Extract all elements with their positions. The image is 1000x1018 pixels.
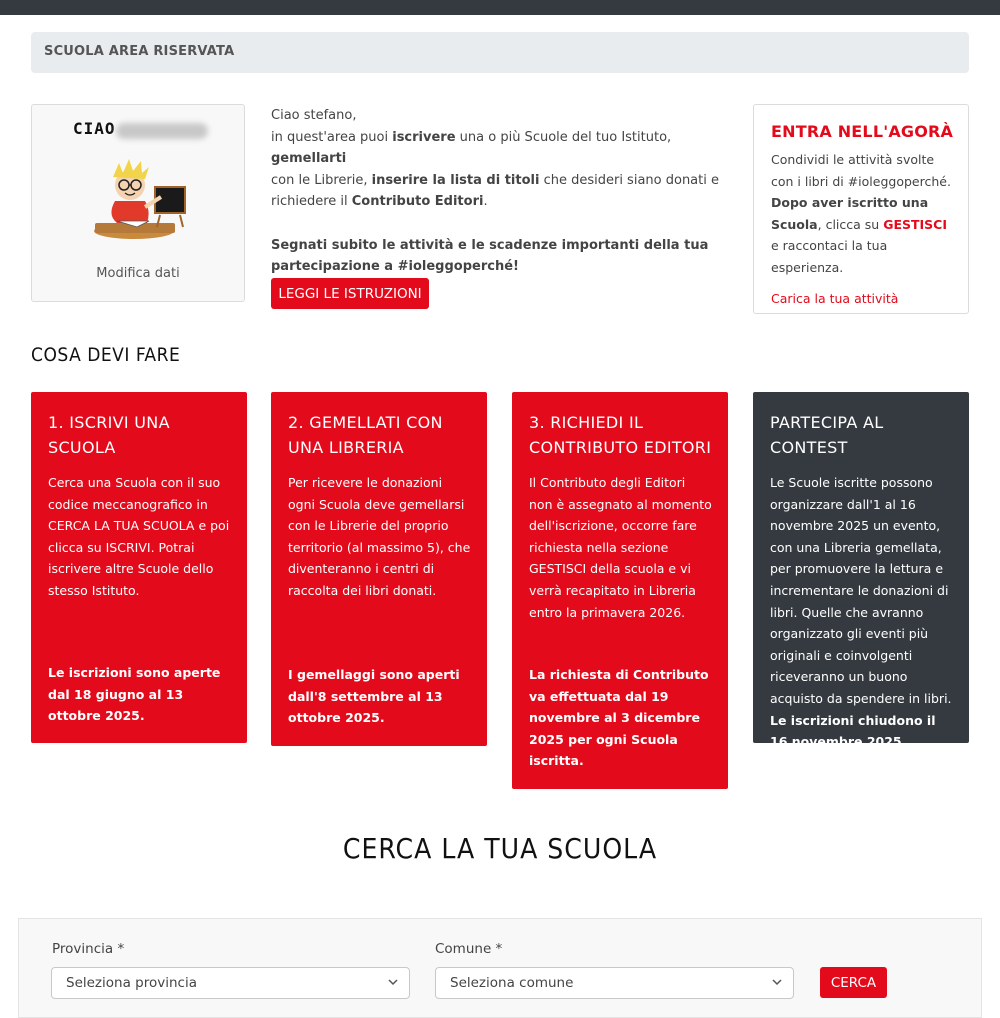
blurred-username: [116, 123, 208, 139]
illustrated-child-avatar-icon: [89, 157, 191, 245]
step-title: 1. ISCRIVI UNA SCUOLA: [48, 413, 170, 457]
step-description: Per ricevere le donazioni ogni Scuola deve gemellarsi con le Librerie del proprio territorio (al massimo 5), che diventeranno i centri di raccolta dei libri donati.: [288, 475, 471, 598]
chevron-down-icon: [771, 976, 783, 988]
chevron-down-icon: [387, 976, 399, 988]
comune-label: Comune *: [435, 941, 503, 957]
step-note: Le iscrizioni sono aperte dal 18 giugno al 13 ottobre 2025.: [48, 665, 221, 724]
search-section-title: CERCA LA TUA SCUOLA: [342, 832, 658, 865]
read-instructions-button[interactable]: LEGGI LE ISTRUZIONI: [271, 278, 429, 309]
step-title: 3. RICHIEDI IL CONTRIBUTO EDITORI: [529, 413, 712, 457]
step-note: La richiesta di Contributo va effettuata dal 19 novembre al 3 dicembre 2025 per ogni Scuola iscritta.: [529, 667, 709, 769]
agora-card: [753, 104, 969, 314]
intro-line-2: con le Librerie, inserire la lista di titoli che desideri siano donati e: [271, 172, 719, 188]
intro-line-1: in quest'area puoi iscrivere una o più Scuole del tuo Istituto, gemellarti: [271, 129, 672, 167]
step-description: Il Contributo degli Editori non è assegnato al momento dell'iscrizione, occorre fare richiesta nella sezione GESTISCI della scuola e vi verrà recapitato in Libreria entro la primavera 2026.: [529, 475, 712, 620]
step-title: PARTECIPA AL CONTEST: [770, 413, 884, 457]
comune-selected-value: Seleziona comune: [450, 975, 574, 991]
edit-profile-link[interactable]: Modifica dati: [96, 266, 180, 281]
profile-greeting: CIAO: [73, 119, 116, 138]
step-note: I gemellaggi sono aperti dall'8 settembre al 13 ottobre 2025.: [288, 667, 460, 726]
profile-card: [31, 104, 245, 302]
area-title-bar: [31, 32, 969, 73]
agora-title: ENTRA NELL'AGORÀ: [771, 122, 954, 141]
avatar: [89, 157, 191, 245]
step-description: Cerca una Scuola con il suo codice meccanografico in CERCA LA TUA SCUOLA e poi clicca su ISCRIVI. Potrai iscrivere altre Scuole dello stesso Istituto.: [48, 475, 230, 598]
comune-select[interactable]: [435, 967, 794, 999]
provincia-selected-value: Seleziona provincia: [66, 975, 197, 991]
intro-line-3: richiedere il Contributo Editori.: [271, 194, 488, 210]
provincia-label: Provincia *: [52, 941, 125, 957]
top-bar: [0, 0, 1000, 15]
intro-highlight: Segnati subito le attività e le scadenze importanti della tua partecipazione a #ioleggoperché!: [271, 237, 709, 275]
step-title: 2. GEMELLATI CON UNA LIBRERIA: [288, 413, 443, 457]
agora-text: Condividi le attività svolte con i libri di #ioleggoperché. Dopo aver iscritto una Scuola, clicca su GESTISCI e raccontaci la tua esperienza.: [771, 152, 951, 275]
search-button[interactable]: CERCA: [820, 967, 887, 998]
intro-text: [271, 105, 721, 278]
step-description: Le Scuole iscritte possono organizzare dall'1 al 16 novembre 2025 un evento, con una Libreria gemellata, per promuovere la lettura e incrementare le donazioni di libri. Quelle che avranno organizzato gli eventi più originali e coinvolgenti riceveranno un buono acquisto da spendere in libri. Le iscrizioni chiudono il 16 novembre 2025.: [770, 475, 952, 750]
step-card-1: [31, 392, 247, 743]
step-note: Le iscrizioni chiudono il 16 novembre 2025.: [770, 712, 936, 750]
intro-greeting: Ciao stefano,: [271, 108, 357, 123]
steps-section-title: COSA DEVI FARE: [31, 344, 181, 366]
step-card-2: [271, 392, 487, 746]
area-title: SCUOLA AREA RISERVATA: [44, 44, 235, 59]
provincia-select[interactable]: [51, 967, 410, 999]
step-card-3: [512, 392, 728, 789]
upload-activity-link[interactable]: Carica la tua attività: [771, 290, 899, 306]
step-card-contest: [753, 392, 969, 750]
